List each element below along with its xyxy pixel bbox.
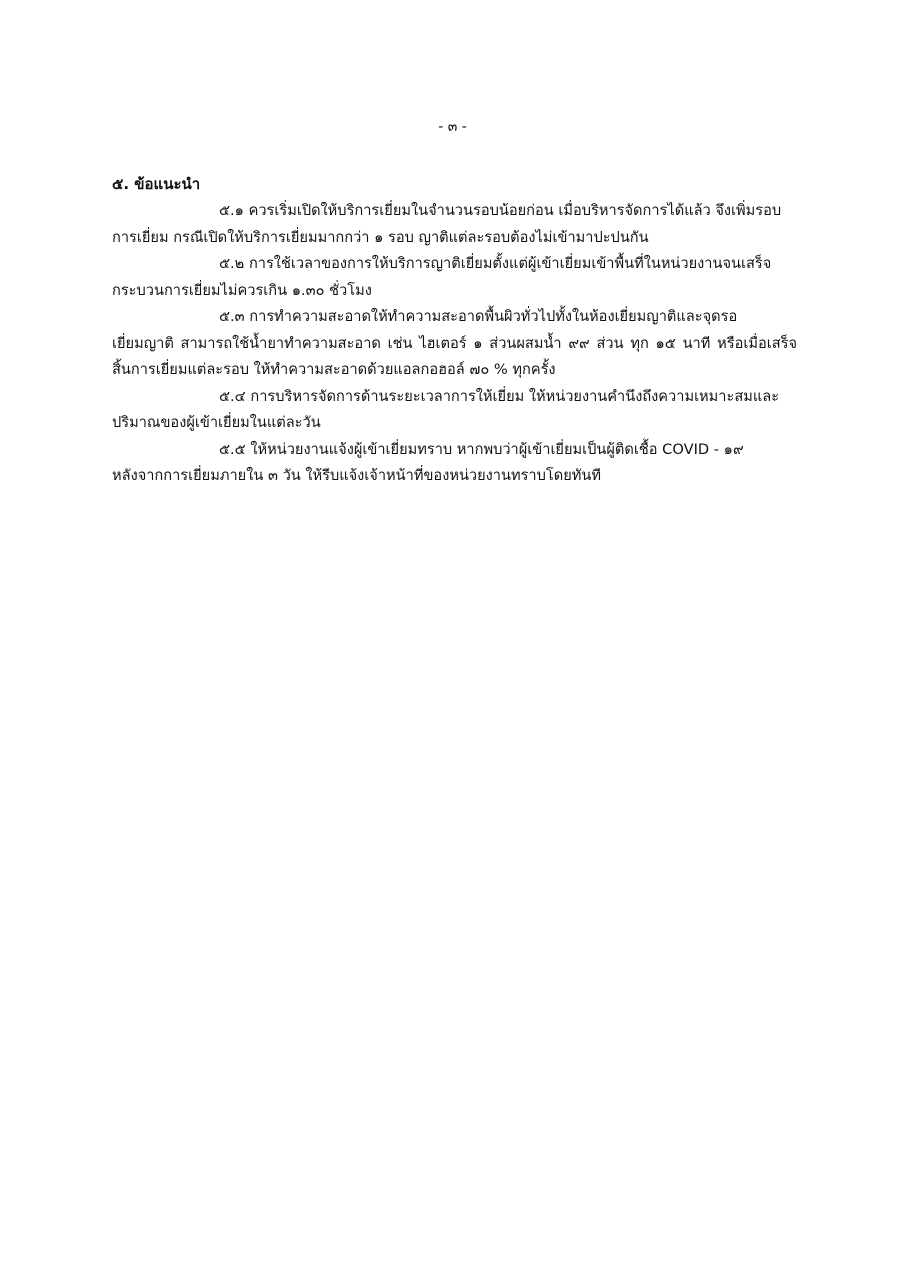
paragraph-line: หลังจากการเยี่ยมภายใน ๓ วัน ให้รีบแจ้งเจ้าหน้าที่ของหน่วยงานทราบโดยทันที xyxy=(112,467,601,484)
paragraph-line: กระบวนการเยี่ยมไม่ควรเกิน ๑.๓๐ ชั่วโมง xyxy=(112,281,372,299)
recommendations-section xyxy=(112,170,797,490)
recommendation-item-5-4 xyxy=(112,384,797,437)
paragraph-line: ๕.๕ ให้หน่วยงานแจ้งผู้เข้าเยี่ยมทราบ หากพบว่าผู้เข้าเยี่ยมเป็นผู้ติดเชื้อ COVID - ๑๙ xyxy=(219,440,744,458)
paragraph-line: ปริมาณของผู้เข้าเยี่ยมในแต่ละวัน xyxy=(112,414,321,431)
section-heading: ๕. ข้อแนะนำ xyxy=(112,175,201,193)
recommendation-item-5-5 xyxy=(112,437,797,490)
recommendation-item-5-1 xyxy=(112,198,797,251)
paragraph-line: สิ้นการเยี่ยมแต่ละรอบ ให้ทำความสะอาดด้วยแอลกอฮอล์ ๗๐ % ทุกครั้ง xyxy=(112,361,556,378)
paragraph-line: ๕.๑ ควรเริ่มเปิดให้บริการเยี่ยมในจำนวนรอบน้อยก่อน เมื่อบริหารจัดการได้แล้ว จึงเพิ่มรอบ xyxy=(219,202,782,219)
paragraph-line: การเยี่ยม กรณีเปิดให้บริการเยี่ยมมากกว่า ๑ รอบ ญาติแต่ละรอบต้องไม่เข้ามาปะปนกัน xyxy=(112,228,649,246)
paragraph-line: ๕.๒ การใช้เวลาของการให้บริการญาติเยี่ยมตั้งแต่ผู้เข้าเยี่ยมเข้าพื้นที่ในหน่วยงานจนเสร็จ xyxy=(219,255,772,272)
paragraph-line: ๕.๓ การทำความสะอาดให้ทำความสะอาดพื้นผิวทั่วไปทั้งในห้องเยี่ยมญาติและจุดรอ xyxy=(219,308,738,325)
recommendation-item-5-3 xyxy=(112,304,797,384)
paragraph-line: ๕.๔ การบริหารจัดการด้านระยะเวลาการให้เยี่ยม ให้หน่วยงานคำนึงถึงความเหมาะสมและ xyxy=(219,387,780,405)
recommendation-item-5-2 xyxy=(112,251,797,304)
page-number: - ๓ - xyxy=(438,119,467,135)
paragraph-line: เยี่ยมญาติ สามารถใช้น้ำยาทำความสะอาด เช่น ไฮเตอร์ ๑ ส่วนผสมน้ำ ๙๙ ส่วน ทุก ๑๕ นาที หรือเมื่อเสร็จ xyxy=(112,334,797,352)
